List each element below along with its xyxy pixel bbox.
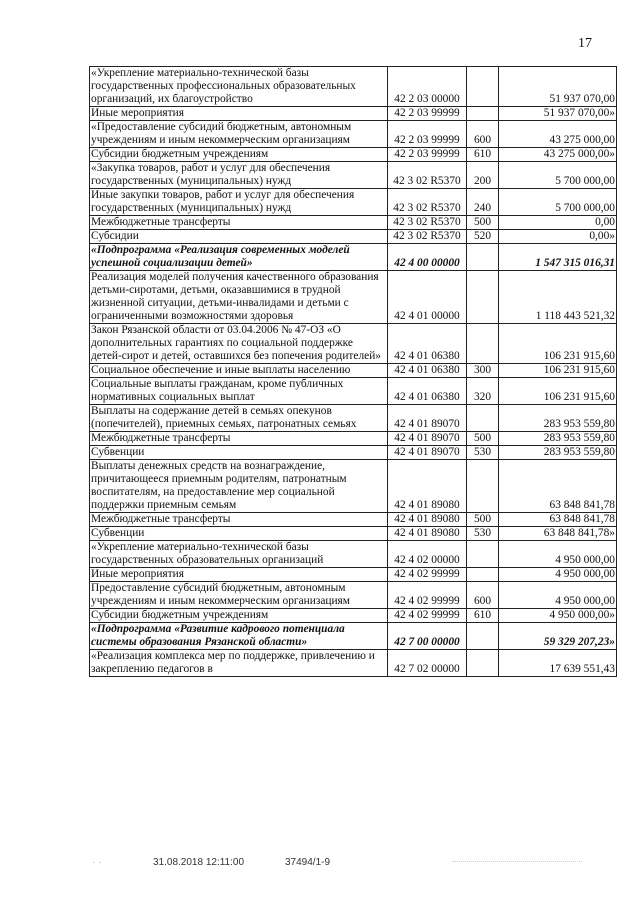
row-code-cell: 42 3 02 R5370: [388, 230, 467, 244]
row-name-cell: Иные мероприятия: [90, 107, 388, 121]
row-sum-cell: 106 231 915,60: [499, 364, 617, 378]
row-sum-cell: 283 953 559,80: [499, 446, 617, 460]
row-sum-cell: 4 950 000,00: [499, 541, 617, 568]
row-expense-type-cell: [467, 541, 499, 568]
table-row: [90, 582, 617, 609]
row-sum-cell: 63 848 841,78: [499, 513, 617, 527]
footer-date: 31.08.2018 12:11:00: [153, 857, 245, 868]
row-sum-cell: 4 950 000,00»: [499, 609, 617, 623]
row-expense-type-cell: [467, 650, 499, 677]
table-row: [90, 121, 617, 148]
row-sum-cell: 4 950 000,00: [499, 568, 617, 582]
row-code-cell: 42 4 01 06380: [388, 324, 467, 364]
table-row: [90, 324, 617, 364]
table-row: [90, 405, 617, 432]
row-code-cell: 42 4 01 06380: [388, 378, 467, 405]
table-row: [90, 623, 617, 650]
row-name-cell: Предоставление субсидий бюджетным, автономным учреждениям и иным некоммерческим организациям: [90, 582, 388, 609]
row-name-cell: Межбюджетные трансферты: [90, 513, 388, 527]
row-code-cell: 42 4 02 00000: [388, 541, 467, 568]
row-code-cell: 42 2 03 00000: [388, 67, 467, 107]
row-expense-type-cell: 600: [467, 121, 499, 148]
row-name-cell: Субвенции: [90, 446, 388, 460]
row-code-cell: 42 4 01 89080: [388, 513, 467, 527]
row-name-cell: «Укрепление материально-технической базы государственных профессиональных образовательных организаций, их благоустройство: [90, 67, 388, 107]
row-code-cell: 42 7 00 00000: [388, 623, 467, 650]
row-expense-type-cell: 600: [467, 582, 499, 609]
row-name-cell: Субвенции: [90, 527, 388, 541]
footer-scan-mark: · ·: [92, 857, 102, 868]
table-row: [90, 148, 617, 162]
table-row: [90, 568, 617, 582]
footer-doc-id: 37494/1-9: [285, 857, 331, 868]
row-name-cell: Закон Рязанской области от 03.04.2006 № 47-ОЗ «О дополнительных гарантиях по социальной поддержке детей-сирот и детей, оставшихся без попечения родителей»: [90, 324, 388, 364]
table-row: [90, 446, 617, 460]
row-name-cell: «Укрепление материально-технической базы государственных образовательных организаций: [90, 541, 388, 568]
budget-table: [89, 66, 617, 677]
row-sum-cell: 5 700 000,00: [499, 162, 617, 189]
row-expense-type-cell: 610: [467, 609, 499, 623]
row-expense-type-cell: 500: [467, 216, 499, 230]
table-row: [90, 650, 617, 677]
table-row: [90, 244, 617, 271]
table-row: [90, 216, 617, 230]
row-name-cell: Субсидии бюджетным учреждениям: [90, 609, 388, 623]
row-sum-cell: 0,00»: [499, 230, 617, 244]
row-name-cell: Выплаты на содержание детей в семьях опекунов (попечителей), приемных семьях, патронатных семьях: [90, 405, 388, 432]
row-name-cell: Социальные выплаты гражданам, кроме публичных нормативных социальных выплат: [90, 378, 388, 405]
row-expense-type-cell: 500: [467, 513, 499, 527]
row-expense-type-cell: 530: [467, 446, 499, 460]
row-expense-type-cell: 500: [467, 432, 499, 446]
row-sum-cell: 63 848 841,78»: [499, 527, 617, 541]
table-row: [90, 541, 617, 568]
row-name-cell: Социальное обеспечение и иные выплаты населению: [90, 364, 388, 378]
row-sum-cell: 51 937 070,00»: [499, 107, 617, 121]
row-code-cell: 42 4 02 99999: [388, 609, 467, 623]
row-sum-cell: 106 231 915,60: [499, 324, 617, 364]
row-name-cell: Выплаты денежных средств на вознаграждение, причитающееся приемным родителям, патронатным воспитателям, на предоставление мер социальной поддержки приемным семьям: [90, 460, 388, 513]
row-expense-type-cell: [467, 271, 499, 324]
row-code-cell: 42 2 03 99999: [388, 148, 467, 162]
row-code-cell: 42 4 01 89070: [388, 432, 467, 446]
row-expense-type-cell: 530: [467, 527, 499, 541]
row-sum-cell: 283 953 559,80: [499, 432, 617, 446]
row-sum-cell: 51 937 070,00: [499, 67, 617, 107]
table-row: [90, 609, 617, 623]
table-row: [90, 460, 617, 513]
row-code-cell: 42 3 02 R5370: [388, 189, 467, 216]
row-name-cell: Межбюджетные трансферты: [90, 432, 388, 446]
table-body: [90, 67, 617, 677]
row-sum-cell: 1 118 443 521,32: [499, 271, 617, 324]
row-code-cell: 42 2 03 99999: [388, 107, 467, 121]
row-code-cell: 42 4 01 00000: [388, 271, 467, 324]
table-row: [90, 432, 617, 446]
row-code-cell: 42 4 01 89080: [388, 460, 467, 513]
row-name-cell: Субсидии: [90, 230, 388, 244]
row-code-cell: 42 3 02 R5370: [388, 162, 467, 189]
row-code-cell: 42 4 01 89070: [388, 446, 467, 460]
row-code-cell: 42 4 01 89070: [388, 405, 467, 432]
row-sum-cell: 106 231 915,60: [499, 378, 617, 405]
row-sum-cell: 63 848 841,78: [499, 460, 617, 513]
row-expense-type-cell: [467, 405, 499, 432]
row-expense-type-cell: [467, 107, 499, 121]
row-code-cell: 42 4 01 89080: [388, 527, 467, 541]
row-expense-type-cell: [467, 568, 499, 582]
table-row: [90, 189, 617, 216]
row-sum-cell: 43 275 000,00»: [499, 148, 617, 162]
table-row: [90, 107, 617, 121]
row-sum-cell: 283 953 559,80: [499, 405, 617, 432]
row-sum-cell: 43 275 000,00: [499, 121, 617, 148]
row-name-cell: «Подпрограмма «Развитие кадрового потенциала системы образования Рязанской области»: [90, 623, 388, 650]
table-row: [90, 271, 617, 324]
row-name-cell: «Реализация комплекса мер по поддержке, привлечению и закреплению педагогов в: [90, 650, 388, 677]
table-row: [90, 162, 617, 189]
row-name-cell: «Закупка товаров, работ и услуг для обеспечения государственных (муниципальных) нужд: [90, 162, 388, 189]
footer-scan-line: [452, 861, 582, 866]
row-name-cell: Иные закупки товаров, работ и услуг для обеспечения государственных (муниципальных) нужд: [90, 189, 388, 216]
row-sum-cell: 0,00: [499, 216, 617, 230]
row-code-cell: 42 4 00 00000: [388, 244, 467, 271]
row-expense-type-cell: [467, 623, 499, 650]
row-code-cell: 42 4 02 99999: [388, 582, 467, 609]
row-expense-type-cell: 240: [467, 189, 499, 216]
row-sum-cell: 1 547 315 016,31: [499, 244, 617, 271]
row-code-cell: 42 7 02 00000: [388, 650, 467, 677]
row-code-cell: 42 3 02 R5370: [388, 216, 467, 230]
table-row: [90, 364, 617, 378]
row-expense-type-cell: 300: [467, 364, 499, 378]
row-code-cell: 42 4 02 99999: [388, 568, 467, 582]
row-expense-type-cell: 610: [467, 148, 499, 162]
row-name-cell: Субсидии бюджетным учреждениям: [90, 148, 388, 162]
row-name-cell: Иные мероприятия: [90, 568, 388, 582]
row-expense-type-cell: [467, 67, 499, 107]
page-number: 17: [578, 36, 592, 51]
row-name-cell: «Предоставление субсидий бюджетным, автономным учреждениям и иным некоммерческим организациям: [90, 121, 388, 148]
row-expense-type-cell: [467, 244, 499, 271]
row-code-cell: 42 4 01 06380: [388, 364, 467, 378]
table-row: [90, 527, 617, 541]
row-expense-type-cell: [467, 324, 499, 364]
row-expense-type-cell: 520: [467, 230, 499, 244]
table-row: [90, 513, 617, 527]
row-name-cell: «Подпрограмма «Реализация современных моделей успешной социализации детей»: [90, 244, 388, 271]
table-row: [90, 67, 617, 107]
row-sum-cell: 59 329 207,23»: [499, 623, 617, 650]
row-sum-cell: 5 700 000,00: [499, 189, 617, 216]
row-sum-cell: 17 639 551,43: [499, 650, 617, 677]
row-name-cell: Межбюджетные трансферты: [90, 216, 388, 230]
row-sum-cell: 4 950 000,00: [499, 582, 617, 609]
row-name-cell: Реализация моделей получения качественного образования детьми-сиротами, детьми, оказавшимися в трудной жизненной ситуации, детьми-инвалидами и детьми с ограниченными возможностями здоровья: [90, 271, 388, 324]
row-expense-type-cell: 200: [467, 162, 499, 189]
table-row: [90, 230, 617, 244]
row-expense-type-cell: [467, 460, 499, 513]
row-code-cell: 42 2 03 99999: [388, 121, 467, 148]
table-row: [90, 378, 617, 405]
row-expense-type-cell: 320: [467, 378, 499, 405]
